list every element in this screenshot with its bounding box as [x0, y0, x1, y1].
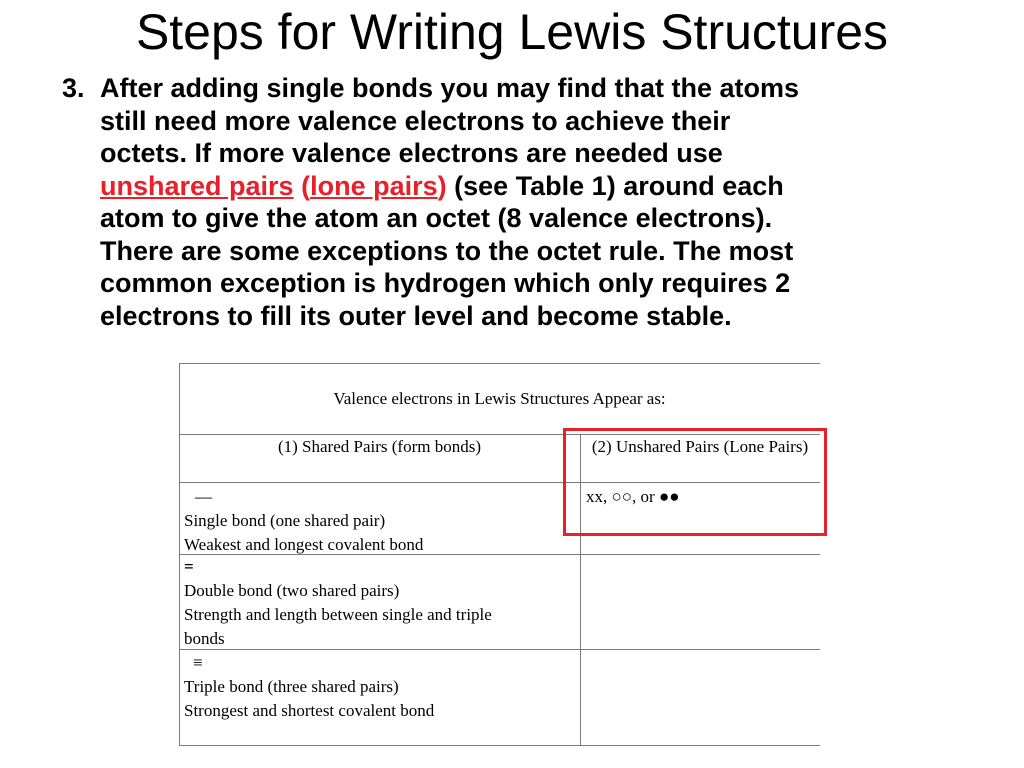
triple-bond-name: Triple bond (three shared pairs): [184, 677, 399, 696]
double-bond-name: Double bond (two shared pairs): [184, 581, 400, 600]
double-bond-desc-cont: bonds: [184, 629, 225, 648]
step-text: [100, 72, 1002, 332]
valence-electrons-table: [179, 363, 820, 746]
table-row-single-bond: [184, 485, 580, 557]
step-3-paragraph: [62, 72, 1002, 332]
header-shared-pairs-label: (1) Shared Pairs (form bonds): [277, 437, 481, 456]
single-bond-desc: Weakest and longest covalent bond: [184, 535, 424, 554]
step-line-5: atom to give the atom an octet (8 valence electrons).: [100, 203, 773, 233]
header-unshared-pairs-label: (2) Unshared Pairs (Lone Pairs): [591, 437, 809, 456]
triple-bond-symbol: ≡: [193, 653, 203, 672]
table-row-triple-bond: [184, 651, 580, 723]
step-line-1: After adding single bonds you may find that the atoms: [100, 73, 800, 103]
step-line-4: [100, 170, 1002, 203]
slide-title: Steps for Writing Lewis Structures: [135, 4, 889, 60]
step-line-8: electrons to fill its outer level and become stable.: [100, 300, 732, 331]
table-title: Valence electrons in Lewis Structures Appear as:: [333, 389, 666, 408]
double-bond-symbol: =: [184, 557, 194, 576]
double-bond-desc: Strength and length between single and triple: [184, 605, 492, 624]
step-line-3: octets. If more valence electrons are needed use: [100, 138, 723, 168]
step-number: 3.: [62, 73, 85, 103]
paren-close: ): [437, 170, 447, 201]
lone-pairs-link[interactable]: lone pairs: [310, 170, 438, 201]
unshared-pairs-highlight-box: [563, 428, 827, 536]
single-bond-symbol: —: [195, 487, 212, 506]
step-line-4-rest: (see Table 1) around each: [446, 170, 784, 201]
table-bottom-border: [179, 745, 820, 746]
unshared-pairs-link[interactable]: unshared pairs: [100, 170, 294, 201]
table-title-cell: [179, 363, 820, 435]
step-line-6: There are some exceptions to the octet rule. The most: [100, 235, 794, 266]
paren-open: (: [301, 170, 311, 201]
unshared-pairs-notation: xx, ○○, or ●●: [586, 487, 680, 506]
table-row-double-bond: [184, 555, 580, 651]
step-line-7: common exception is hydrogen which only requires 2: [100, 268, 791, 298]
single-bond-name: Single bond (one shared pair): [184, 511, 386, 530]
step-line-2: still need more valence electrons to achieve their: [100, 105, 731, 136]
triple-bond-desc: Strongest and shortest covalent bond: [184, 701, 435, 720]
header-shared-pairs: [179, 435, 580, 483]
